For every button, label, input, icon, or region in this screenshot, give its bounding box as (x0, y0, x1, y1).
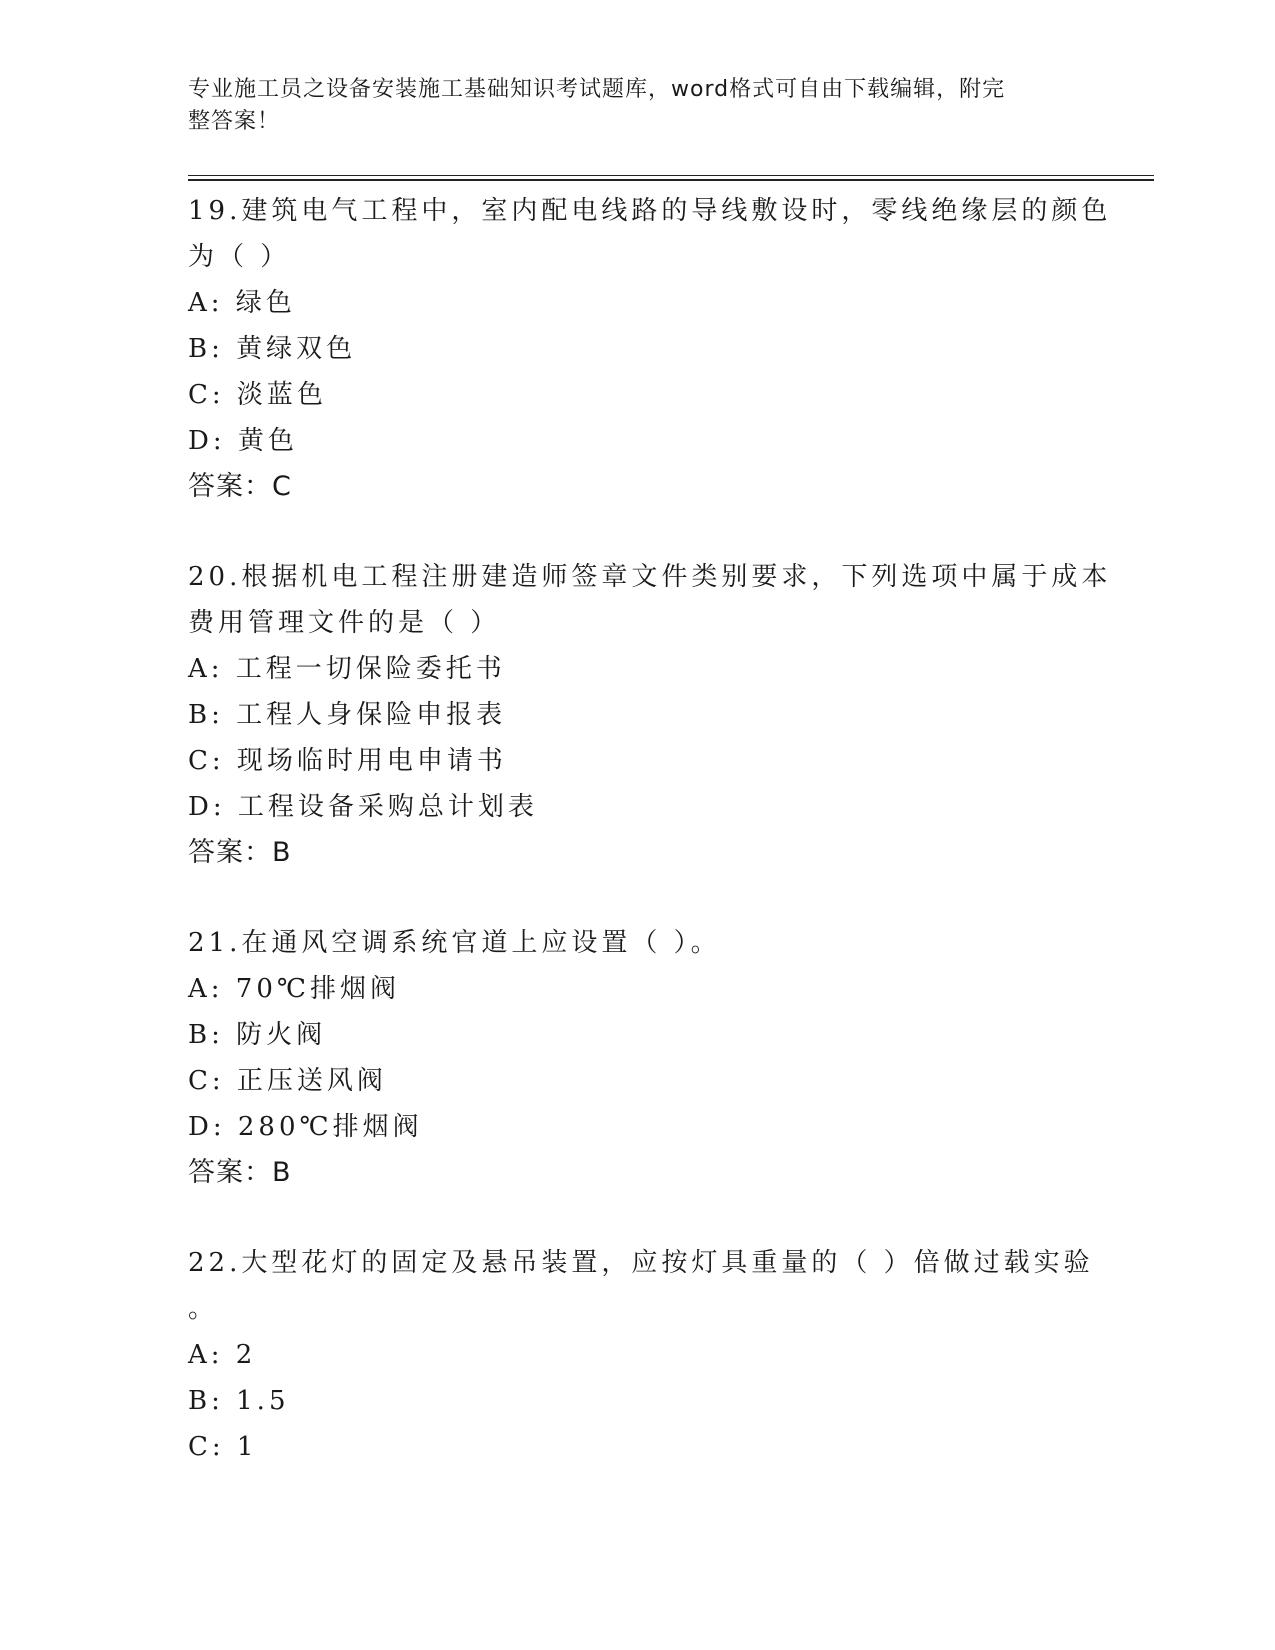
question-stem-line: 22.大型花灯的固定及悬吊装置，应按灯具重量的（ ）倍做过载实验 (188, 1248, 1094, 1278)
header-line-2: 整答案！ (188, 109, 281, 134)
option-a: A: 2 (188, 1340, 257, 1370)
option-c: C: 正压送风阀 (188, 1066, 387, 1096)
question-21 (188, 920, 1088, 1196)
question-stem-line: 20.根据机电工程注册建造师签章文件类别要求，下列选项中属于成本 (188, 562, 1112, 592)
document-header (188, 74, 1088, 138)
header-divider-thin (188, 175, 1154, 176)
option-b: B: 工程人身保险申报表 (188, 700, 507, 730)
option-c: C: 现场临时用电申请书 (188, 746, 507, 776)
option-a: A: 绿色 (188, 288, 296, 318)
answer-text: 答案：B (188, 837, 292, 868)
option-d: D: 黄色 (188, 426, 298, 456)
question-stem-line: 21.在通风空调系统官道上应设置（ ）。 (188, 928, 721, 958)
question-stem-line: 为（ ） (188, 242, 291, 272)
option-b: B: 防火阀 (188, 1020, 327, 1050)
question-22 (188, 1240, 1094, 1470)
answer-text: 答案：B (188, 1157, 292, 1188)
option-a: A: 工程一切保险委托书 (188, 654, 506, 684)
option-a: A: 70℃排烟阀 (188, 974, 400, 1004)
question-19 (188, 188, 1112, 510)
question-20 (188, 554, 1112, 876)
header-divider-thick (188, 179, 1154, 181)
question-stem-line: 费用管理文件的是（ ） (188, 608, 501, 638)
option-d: D: 工程设备采购总计划表 (188, 792, 538, 822)
option-c: C: 1 (188, 1432, 258, 1462)
question-stem-line: 。 (188, 1294, 219, 1324)
option-d: D: 280℃排烟阀 (188, 1112, 423, 1142)
question-stem-line: 19.建筑电气工程中，室内配电线路的导线敷设时，零线绝缘层的颜色 (188, 196, 1112, 226)
header-line-1: 专业施工员之设备安装施工基础知识考试题库，word格式可自由下载编辑，附完 (188, 77, 1006, 102)
answer-text: 答案：C (188, 471, 292, 502)
option-b: B: 黄绿双色 (188, 334, 357, 364)
question-list (188, 188, 1112, 1470)
option-c: C: 淡蓝色 (188, 380, 327, 410)
option-b: B: 1.5 (188, 1386, 290, 1416)
